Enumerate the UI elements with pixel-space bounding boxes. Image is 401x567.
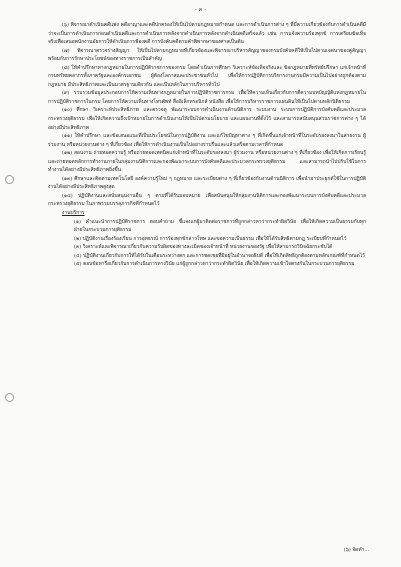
paragraph-duty-12: (๑๒) สอนงาน ถ่ายทอดความรู้ หรือถ่ายทอดเทคนิคแก่เจ้าหน้าที่ในระดับรองลงมา ผู้ร่วมงาน หรือหน่วยงานต่าง ๆ ที่เกี่ยวข้อง เพื่อให้เกิดการเรียนรู้และถ่ายทอดหลักการทำงานภายในกลุ่มงานนิติการและกองพัฒนาระบบการบังคับคดีและประมวลกระทรวงยุติธรรม และสามารถนำไปปรับใช้ในการทำงานได้อย่างมีประสิทธิภาพยิ่งขึ้น xyxy=(48,150,366,174)
paragraph-service-2: (๒) ปฏิบัติงานเรื่องร้องเรียน การอุทธรณ์ การร้องทุกข์กล่าวโทษ และขอความเป็นธรรม เพื่อให้ได้รับสิทธิตามกฎ ระเบียบที่กำหนดไว้ xyxy=(74,235,347,242)
paragraph-duty-11: (๑๑) ให้คำปรึกษา และข้อเสนอแนะที่เป็นประโยชน์ในการปฏิบัติงาน และแก้ไขปัญหาต่าง ๆ ที่เกิดขึ้นแก่เจ้าหน้าที่ในระดับรองลงมาในสายงาน ผู้ร่วมงาน หรือหน่วยงานต่าง ๆ ที่เกี่ยวข้อง เพื่อให้การดำเนินงานเป็นไปอย่างราบรื่นและแล้วเสร็จตามเวลาที่กำหนด xyxy=(48,133,366,148)
paragraph-duty-13: (๑๓) ศึกษาและติดตามเทคโนโลยี องค์ความรู้ใหม่ ๆ กฎหมาย และระเบียบต่าง ๆ ที่เกี่ยวข้องกับงานด้านนิติการ เพื่อนำมาประยุกต์ใช้ในการปฏิบัติงานได้อย่างมีประสิทธิภาพสูงสุด xyxy=(48,175,366,191)
punch-hole xyxy=(5,393,14,402)
paragraph-service-3: (๓) วิเคราะห์และพิจารณาเกี่ยวกับความรับผิดของทางละเมิดของเจ้าหน้าที่ หน่วยงานของรัฐ เพื่อให้สามารถวินิจฉัยกระชับได้ xyxy=(74,244,333,251)
paragraph-duty-10: (๑๐) ศึกษา วิเคราะห์ประสิทธิภาพ และตรวจดู พัฒนาระบบการดำเนินงานด้านนิติการ ระบบงาน ระบบการปฏิบัติการบังคับคดีและประมวลกระทรวงยุติธรรม เพื่อให้เกิดความถึงเป้าหมายในการดำเนินงานให้เป็นไปตามนโยบาย และแผนงานที่ตั้งไว้ และสามารถสนับสนุนส่วนราชการต่าง ๆ ได้อย่างมีประสิทธิภาพ xyxy=(48,107,366,131)
punch-hole xyxy=(5,175,14,184)
page-number: - ๓ - xyxy=(195,7,206,13)
paragraph-service-5: (๕) ตอบข้อหารือเกี่ยวกับการดำเนินการทางวินัย แก่ผู้ถูกกล่าวหาว่ากระทำผิดวินัย เพื่อให้เกิดความเข้าใจตรงกันในกระบวนการยุติธรรม xyxy=(74,261,355,268)
document-body xyxy=(48,21,366,269)
paragraph-duty-6: (๖) พิจารณาดำเนินคดีแพ่ง คดีอาญาและคดีปกครองให้เป็นไปตามกฎหมายกำหนด และการดำเนินการต่าง ๆ ที่มีความเกี่ยวข้องกับการดำเนินคดีมีว่าจะเป็นการดำเนินการก่อนดำเนินคดีและการดำเนินการหลังจากดำเนินการหลังจากดำเนินคดีเสร็จแล้ว เช่น การแจ้งความร้องทุกข์ การเตรียมข้อเท็จจริงเพื่อเสนอพนักงานอัยการให้ดำเนินการฟ้องคดี การบังคับคดีตามคำพิพากษาของศาลเป็นต้น xyxy=(48,22,366,46)
paragraph-service-1: (๑) คำแนะนำการปฏิบัติราชการ ตอบคำถาม ชี้แจงแก่ผู้มาติดต่อราชการที่ถูกกล่าวหาว่ากระทำผิดวินัย เพื่อให้เกิดความเป็นธรรมกับทุกฝ่ายในกระบวนการยุติธรรม xyxy=(74,218,366,234)
paragraph-duty-7: (๗) พิจารณาตรวจร่างสัญญา ให้เป็นไปตามกฎหมายที่เกี่ยวข้องและพิจารณาบริหารสัญญาของกรมบังคับคดีให้เป็นไปตามเจตนาของคู่สัญญา พร้อมกับการรักษาประโยชน์ของทางราชการเป็นสำคัญ xyxy=(48,47,366,63)
section-heading-service: งานบริการ xyxy=(62,210,85,217)
paragraph-service-4: (๔) ปฏิบัติงานเกี่ยวกับการให้ได้รับในเตือนระหว่างตก และการชดเชยที่มิอยู่ในอำนาจอธิบดี เพื่อให้เกิดสิทธิถูกต้องตามหลักเกณฑ์ที่กำหนดไว้ xyxy=(74,252,365,259)
paragraph-duty-14: (๑๔) ปฏิบัติงานและสนับสนุนงานอื่น ๆ ตามที่ได้รับมอบหมาย เพื่อสนับสนุนให้กลุ่มงานนิติการและกองพัฒนาระบบการบังคับคดีและประมวลกระทรวงยุติธรรม ในภาพรวมบรรลุภารกิจที่กำหนดไว้ xyxy=(48,192,366,208)
paragraph-duty-9: (๙) รวบรวมข้อมูลประกอบการให้ความเห็นทางกฎหมายในการปฏิบัติราชการกรม เพื่อให้ความเห็นเกี่ยวกับการตีความบทบัญญัติแห่งกฎหมายในการปฏิบัติราชการในกรม โดยการให้ความเห็นทางโทรศัพท์ สื่ออิเล็กทรอนิกส์ หนังสือ เพื่อให้การบริหารราชการแผ่นดินให้เป็นไปตามหลักนิติธรรม xyxy=(48,90,366,105)
paragraph-duty-8: (๘) ให้คำปรึกษาทางกฎหมายในการปฏิบัติราชการของกรม โดยดำเนินการศึกษา วิเคราะห์ข้อเท็จจริงและ ข้อกฎหมายที่ทรัพย์ปรึกษา แก่เจ้าหน้าที่กรมทรัพยคลากรทั้งภาครัฐและองค์กรเอกชน ผู้ต้องโลกาสและประชาชนทั่วไป เพื่อให้การปฏิบัติการบริหารงานกรมมีความเป็นไปอย่างถูกต้องตามกฎหมาย มีประสิทธิภาพและเป็นมาตรฐานเดียวกัน และเป็นหลักในการบริหารทั่วไป xyxy=(48,64,366,88)
continuation-note: (๖) จัดทำ... xyxy=(343,547,369,553)
